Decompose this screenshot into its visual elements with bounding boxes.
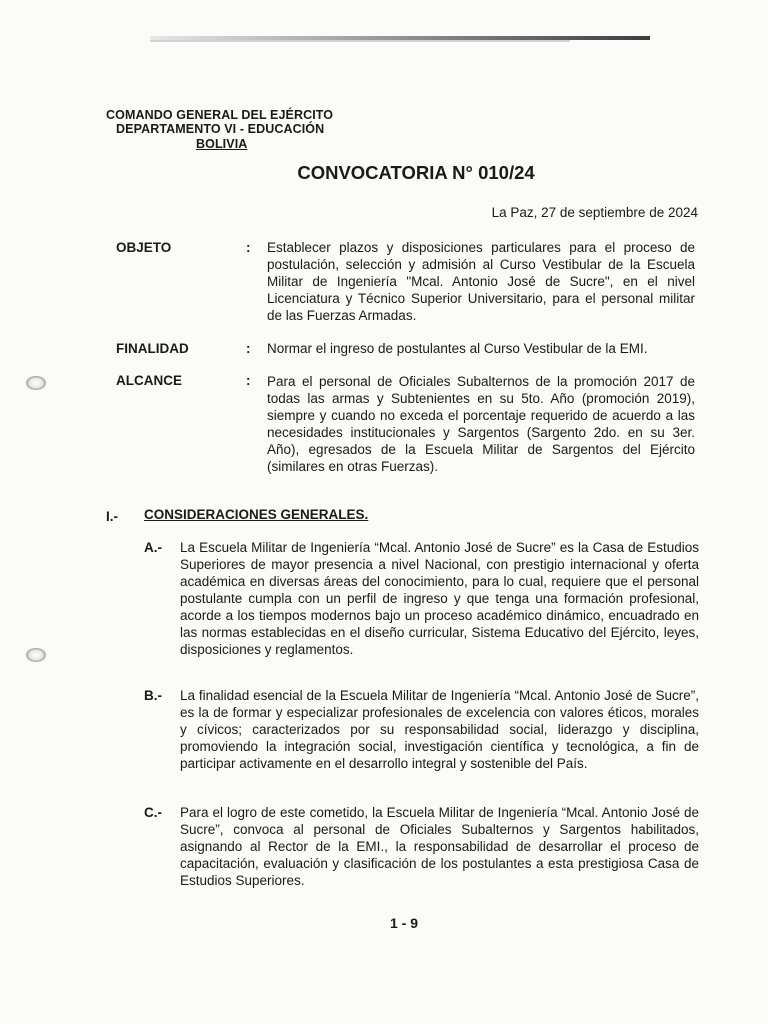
section-number: I.- bbox=[106, 509, 118, 524]
header-command: COMANDO GENERAL DEL EJÉRCITO bbox=[106, 108, 334, 122]
punch-hole-upper bbox=[26, 376, 46, 390]
item-text: La Escuela Militar de Ingeniería “Mcal. Antonio José de Sucre” es la Casa de Estudios Superiores de mayor presencia a nivel Nacional, con prestigio internacional y oferta académica en diversas áreas del conocimiento, para lo cual, requiere que el personal postulante cumpla con un perfil de ingreso y que tenga una formación profesional, acorde a los tiempos modernos bajo un proceso académico dinámico, encuadrado en las normas establecidas en el diseño curricular, Sistema Educativo del Ejército, leyes, disposiciones y reglamentos. bbox=[180, 540, 699, 657]
field-objeto-text: Establecer plazos y disposiciones particulares para el proceso de postulación, selección y admisión al Curso Vestibular de la Escuela Militar de Ingeniería "Mcal. Antonio José de Sucre", en el nivel Licenciatura y Técnico Superior Universitario, para el personal militar de las Fuerzas Armadas. bbox=[267, 240, 695, 323]
item-text: Para el logro de este cometido, la Escuela Militar de Ingeniería “Mcal. Antonio José de Sucre”, convoca al personal de Oficiales Subalternos y Sargentos habilitados, asignando al Rector de la EMI., la responsabilidad de desarrollar el proceso de capacitación, evaluación y clasificación de los postulantes a esta prestigiosa Casa de Estudios Superiores. bbox=[180, 805, 699, 888]
field-finalidad-text: Normar el ingreso de postulantes al Curso Vestibular de la EMI. bbox=[267, 341, 648, 356]
document-date: La Paz, 27 de septiembre de 2024 bbox=[491, 205, 698, 220]
field-objeto-colon: : bbox=[246, 240, 251, 255]
item-label: B.- bbox=[144, 688, 162, 703]
item-label: C.- bbox=[144, 805, 162, 820]
header-country: BOLIVIA bbox=[196, 137, 248, 151]
document-title: CONVOCATORIA N° 010/24 bbox=[297, 162, 535, 183]
field-finalidad-label: FINALIDAD bbox=[116, 341, 189, 356]
field-objeto-label: OBJETO bbox=[116, 240, 172, 255]
item-text: La finalidad esencial de la Escuela Militar de Ingeniería “Mcal. Antonio José de Sucre”, es la de formar y especializar profesionales de excelencia con valores éticos, morales y cívicos; caracterizados por su responsabilidad social, liderazgo y disciplina, promoviendo la integración social, investigación científica y tecnológica, a fin de participar activamente en el desarrollo integral y sostenible del País. bbox=[180, 688, 699, 771]
header-department: DEPARTAMENTO VI - EDUCACIÓN bbox=[116, 122, 325, 136]
scan-artifact-top-faint bbox=[150, 40, 570, 42]
page-number: 1 - 9 bbox=[389, 915, 418, 931]
field-finalidad-colon: : bbox=[246, 341, 251, 356]
field-alcance-colon: : bbox=[246, 373, 251, 388]
item-label: A.- bbox=[144, 540, 162, 555]
section-title: CONSIDERACIONES GENERALES. bbox=[144, 507, 369, 522]
field-alcance-text: Para el personal de Oficiales Subalternos de la promoción 2017 de todas las armas y Subtenientes en su 5to. Año (promoción 2019), siempre y cuando no exceda el porcentaje requerido de acuerdo a las necesidades institucionales y Sargentos (Sargento 2do. en su 3er. Año), egresados de la Escuela Militar de Sargentos del Ejército (similares en otras Fuerzas). bbox=[267, 374, 695, 474]
field-alcance-label: ALCANCE bbox=[116, 373, 182, 388]
punch-hole-lower bbox=[26, 648, 46, 662]
